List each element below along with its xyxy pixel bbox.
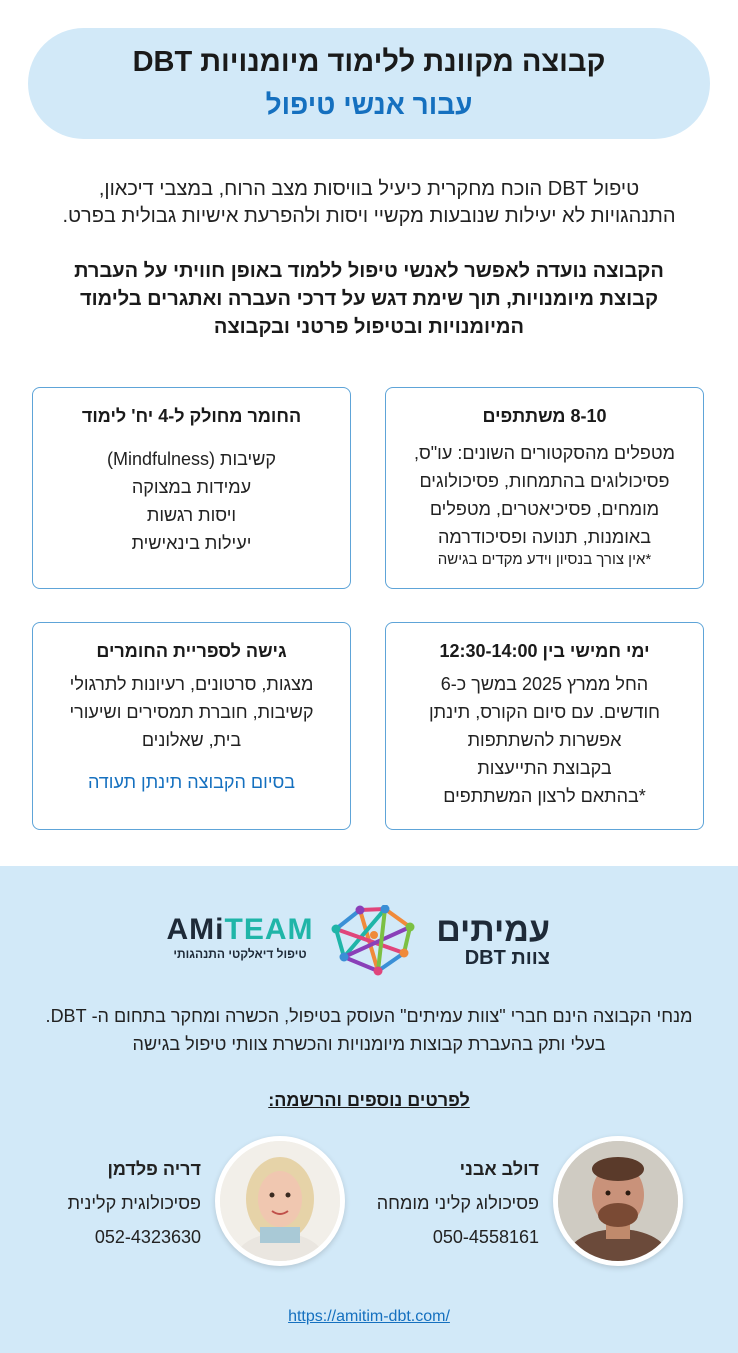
card-line: קשיבות, חוברת תמסירים ושיעורי (69, 702, 314, 722)
card-line: עמידות במצוקה (131, 477, 252, 497)
card-line: מטפלים מהסקטורים השונים: עו"ס, (413, 443, 676, 463)
registration-title: לפרטים נוספים והרשמה: (268, 1090, 470, 1110)
card-title: החומר מחולק ל-4 יח' לימוד (81, 406, 302, 426)
amitim-logo (430, 913, 550, 970)
card-participants (385, 387, 704, 589)
website-link[interactable]: https://amitim-dbt.com/ (288, 1308, 450, 1325)
title-banner (28, 28, 710, 139)
purpose-paragraph (40, 257, 698, 341)
contact-card (68, 1152, 201, 1254)
page-title: קבוצה מקוונת ללימוד מיומנויות DBT (132, 46, 606, 78)
card-line: חודשים. עם סיום הקורס, תינתן (428, 702, 661, 722)
intro-paragraph (20, 176, 718, 230)
card-line: *בהתאם לרצון המשתתפים (443, 786, 646, 806)
amitim-logo-sub: צוות DBT (464, 947, 550, 969)
contact-role: פסיכולוג קליני מומחה (376, 1193, 539, 1213)
card-schedule (385, 622, 704, 830)
card-line: באומנות, תנועה ופסיכודרמה (438, 527, 651, 547)
card-title: ימי חמישי בין 12:30-14:00 (439, 641, 650, 661)
contact-phone[interactable]: 052-4323630 (94, 1227, 201, 1247)
card-note: *אין צורך בנסיון וידע מקדים בגישה (437, 551, 652, 568)
leaders-paragraph (20, 1002, 718, 1058)
purpose-line: המיומנויות ובטיפול פרטני ובקבוצה (213, 316, 525, 338)
leaders-line: מנחי הקבוצה הינם חברי "צוות עמיתים" העוסק בטיפול, הכשרה ומחקר בתחום ה- DBT. (45, 1006, 693, 1026)
card-line: בקבוצת התייעצות (477, 758, 612, 778)
avatar (215, 1136, 345, 1266)
intro-line: טיפול DBT הוכח מחקרית כיעיל בוויסות מצב הרוח, במצבי דיכאון, (98, 178, 640, 200)
amiteam-logo-a: AMi (166, 913, 225, 946)
card-material (32, 387, 351, 589)
card-title: 8-10 משתתפים (482, 406, 607, 426)
contact-role: פסיכולוגית קלינית (67, 1193, 201, 1213)
purpose-line: הקבוצה נועדה לאפשר לאנשי טיפול ללמוד באופן חוויתי על העברת (74, 260, 664, 282)
contact-name: דולב אבני (459, 1159, 539, 1179)
amitim-logo-text: עמיתים (436, 911, 550, 949)
card-line: פסיכולוגים בהתמחות, פסיכולוגים (419, 471, 670, 491)
purpose-line: קבוצת מיומנויות, תוך שימת דגש על דרכי העברה ואתגרים בלימוד (79, 288, 659, 310)
contact-name: דריה פלדמן (107, 1159, 201, 1179)
card-line: ויסות רגשות (146, 505, 237, 525)
amiteam-logo-sub: טיפול דיאלקטי התנהגותי (173, 947, 307, 961)
card-library (32, 622, 351, 830)
card-line: בית, שאלונים (141, 730, 242, 750)
contact-phone[interactable]: 050-4558161 (432, 1227, 539, 1247)
intro-line: התנהגויות לא יעילות שנובעות מקשיי ויסות ולהפרעת אישיות גבולית בפרט. (62, 205, 676, 227)
person-photo-icon (220, 1141, 340, 1261)
card-line: אפשרות להשתתפות (467, 730, 622, 750)
page-subtitle: עבור אנשי טיפול (265, 89, 473, 120)
card-line: החל ממרץ 2025 במשך כ-6 (440, 674, 649, 694)
card-line: מצגות, סרטונים, רעיונות לתרגולי (69, 674, 314, 694)
amiteam-logo (160, 913, 320, 961)
card-line: מומחים, פסיכיאטרים, מטפלים (429, 499, 660, 519)
card-line: קשיבות (Mindfulness) (107, 449, 276, 469)
network-logo-icon (330, 905, 416, 977)
contact-card (377, 1152, 539, 1254)
card-title: גישה לספריית החומרים (96, 641, 287, 661)
certificate-note: בסיום הקבוצה תינתן תעודה (87, 772, 296, 792)
person-photo-icon (558, 1141, 678, 1261)
card-line: יעילות בינאישית (131, 533, 252, 553)
leaders-line: בעלי ותק בהעברת קבוצות מיומנויות והכשרת צוותי טיפול בגישה (132, 1034, 606, 1054)
amiteam-logo-b: TEAM (224, 913, 314, 946)
avatar (553, 1136, 683, 1266)
